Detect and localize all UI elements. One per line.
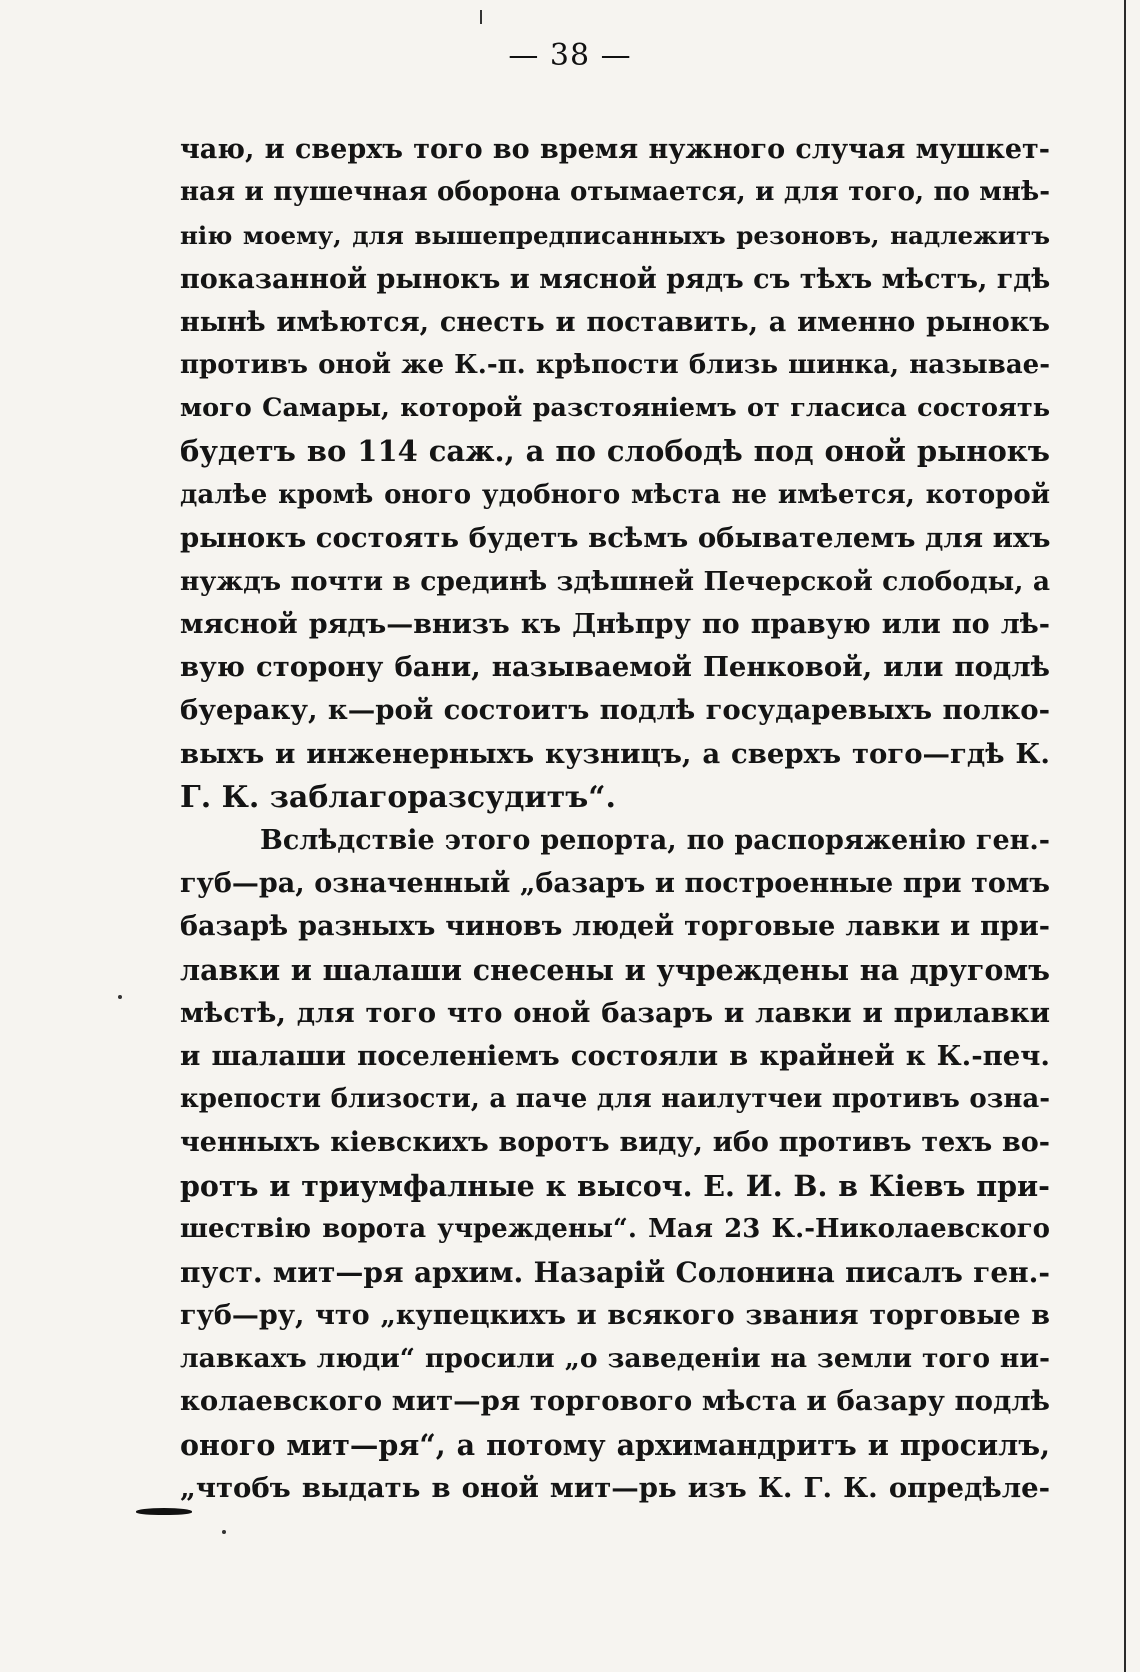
text-line: крепости близости, а паче для наилутчеи противъ озна- <box>180 1084 1050 1115</box>
text-line: будетъ во 114 саж., а по слободѣ под оной рынокъ <box>180 434 1050 469</box>
text-line: противъ оной же К.-п. крѣпости близь шинка, называе- <box>180 349 1050 380</box>
text-line: губ—ру, что „купецкихъ и всякого звания торговые в <box>180 1300 1050 1332</box>
text-line: нынѣ имѣются, снесть и поставить, а именно рынокъ <box>180 306 1050 338</box>
text-line: шествію ворота учреждены“. Мая 23 К.-Николаевского <box>180 1213 1050 1244</box>
body-text <box>180 128 1050 1510</box>
text-line: пуст. мит—ря архим. Назарій Солонина писалъ ген.- <box>180 1255 1050 1289</box>
text-line: выхъ и инженерныхъ кузницъ, а сверхъ того—гдѣ К. <box>180 737 1050 770</box>
text-line: Г. К. заблагоразсудитъ“. <box>180 779 616 815</box>
ink-dot-mark <box>222 1530 226 1534</box>
text-line: лавки и шалаши снесены и учреждены на другомъ <box>180 952 1050 987</box>
text-line: мясной рядъ—внизъ къ Днѣпру по правую или по лѣ- <box>180 609 1050 641</box>
page-edge-line <box>1124 0 1126 1672</box>
text-line: буераку, к—рой состоитъ подлѣ государевыхъ полко- <box>180 694 1050 727</box>
text-line: Вслѣдствіе этого репорта, по распоряженію ген.- <box>260 825 1050 856</box>
text-line: губ—ра, означенный „базаръ и построенные при томъ <box>180 868 1050 900</box>
text-line: ная и пушечная оборона отымается, и для того, по мнѣ- <box>180 177 1050 208</box>
text-line: вую сторону бани, называемой Пенковой, или подлѣ <box>180 651 1050 684</box>
text-line: колаевского мит—ря торгового мѣста и базару подлѣ <box>180 1385 1050 1418</box>
text-line: базарѣ разныхъ чиновъ людей торговые лавки и при- <box>180 911 1050 943</box>
text-line: чаю, и сверхъ того во время нужного случая мушкет- <box>180 134 1050 165</box>
text-line: ротъ и триумфалные к высоч. Е. И. В. в Кiевъ при- <box>180 1168 1050 1203</box>
text-line: показанной рынокъ и мясной рядъ съ тѣхъ мѣстъ, гдѣ <box>180 263 1050 295</box>
text-line: нуждъ почти в срединѣ здѣшней Печерской слободы, а <box>180 565 1050 597</box>
text-line: мѣстѣ, для того что оной базаръ и лавки и прилавки <box>180 996 1050 1029</box>
ink-dot-mark <box>118 995 122 999</box>
top-tick-mark <box>480 10 482 24</box>
paragraph-2 <box>180 819 1050 1510</box>
text-line: оного мит—ря“, а потому архимандритъ и просилъ, <box>180 1427 1050 1462</box>
text-line: рынокъ состоять будетъ всѣмъ обывателемъ для ихъ <box>180 521 1050 554</box>
page-number: — 38 — <box>508 38 632 73</box>
text-line: мого Самары, которой разстояніемъ от гласиса состоять <box>180 393 1050 424</box>
ink-dash-mark <box>136 1508 192 1515</box>
text-line: лавкахъ люди“ просили „о заведеніи на земли того ни- <box>180 1343 1050 1375</box>
text-line: нію моему, для вышепредписанныхъ резоновъ, надлежитъ <box>180 221 1050 251</box>
paragraph-1 <box>180 128 1050 819</box>
text-line: далѣе кромѣ оного удобного мѣста не имѣется, которой <box>180 479 1050 510</box>
text-line: и шалаши поселеніемъ состояли в крайней к К.-печ. <box>180 1039 1050 1072</box>
text-line: ченныхъ кіевскихъ воротъ виду, ибо противъ техъ во- <box>180 1127 1050 1159</box>
text-line: „чтобъ выдать в оной мит—рь изъ К. Г. К. опредѣле- <box>180 1471 1050 1504</box>
